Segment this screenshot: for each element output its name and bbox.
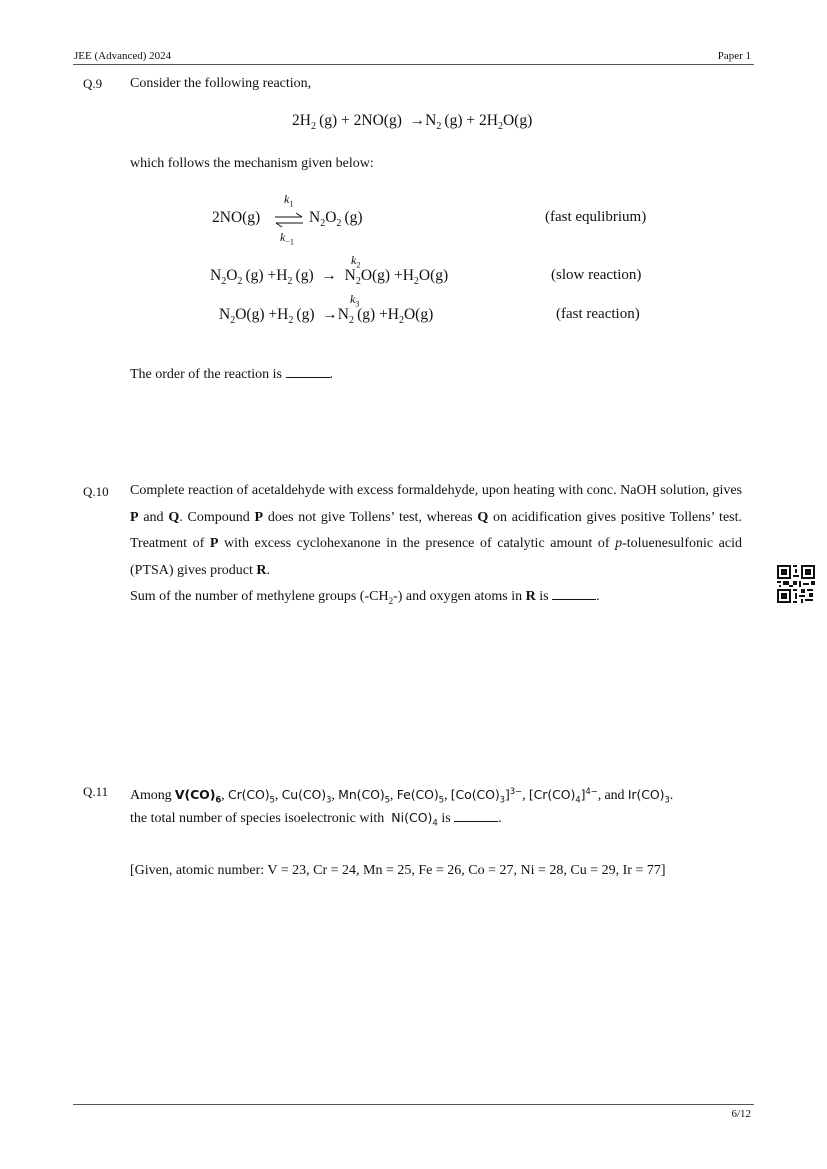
footer-rule bbox=[73, 1104, 754, 1105]
q10-number: Q.10 bbox=[83, 484, 109, 499]
step2-equation: $N_2O_2$ $(g) +H_2$ $(g) \to N_2O(g) +H_2O(g)$ bbox=[210, 267, 449, 288]
answer-blank bbox=[286, 365, 330, 378]
qr-code-icon[interactable] bbox=[777, 565, 815, 603]
k2-label: $k_2$ bbox=[351, 253, 361, 270]
k-minus1-label: $k_{-1}$ bbox=[280, 230, 294, 247]
q9-overall-equation: $2H_2$ $(g) + 2NO(g) \to N_2$ $(g) + 2H_2O(g)$ bbox=[292, 112, 533, 133]
equilibrium-arrows-icon bbox=[274, 211, 304, 229]
header-rule bbox=[73, 64, 754, 65]
step3-note: (fast reaction) bbox=[556, 306, 640, 322]
step1-product: $N_2O_2$ (g) bbox=[309, 209, 363, 230]
footer-page-number: 6/12 bbox=[731, 1108, 751, 1120]
q9-mechanism-intro: which follows the mechanism given below: bbox=[130, 156, 374, 171]
header-exam-title: JEE (Advanced) 2024 bbox=[74, 50, 172, 62]
k1-label: $k_1$ bbox=[284, 192, 294, 209]
q9-intro: Consider the following reaction, bbox=[130, 76, 312, 91]
q10-body: Complete reaction of acetaldehyde with excess formaldehyde, upon heating with conc. NaOH solution, gives P and Q. Compound P does not give Tollens’ test, whereas Q on acidification gives positive Tollens’ test. Treatment of P with excess cyclohexanone in the presence of catalytic amount of p-toluenesulfonic acid (PTSA) gives product R. bbox=[130, 483, 743, 578]
q9-question: The order of the reaction is . bbox=[130, 367, 333, 382]
step1-note: (fast equlibrium) bbox=[545, 209, 647, 225]
q11-number: Q.11 bbox=[83, 784, 109, 799]
q11-line2: the total number of species isoelectronic with $Ni(CO)_4$ is . bbox=[130, 810, 502, 829]
step1-reactant: 2NO(g) bbox=[212, 209, 261, 226]
q11-line1: Among $V(CO)_6$, $Cr(CO)_5$, $Cu(CO)_3$, $Mn(CO)_5$, $Fe(CO)_5$, $[Co(CO)_3]^{3-}$, $[Cr(CO)_4]^{4-}$, and $Ir(CO)_3$. bbox=[130, 787, 674, 806]
q10-question: Sum of the number of methylene groups $(-CH_2-)$ and oxygen atoms in R is . bbox=[130, 589, 600, 606]
q9-number: Q.9 bbox=[83, 76, 103, 91]
answer-blank bbox=[454, 809, 498, 822]
answer-blank bbox=[552, 587, 596, 600]
q11-given: [Given, atomic number: V = 23, Cr = 24, Mn = 25, Fe = 26, Co = 27, Ni = 28, Cu = 29, Ir = 77] bbox=[130, 863, 666, 878]
step3-equation: $N_2O(g) +H_2$ $(g) \to N_2$ $(g) +H_2O(g)$ bbox=[219, 306, 434, 327]
step2-note: (slow reaction) bbox=[551, 267, 642, 283]
header-paper-label: Paper 1 bbox=[717, 50, 751, 62]
k3-label: $k_3$ bbox=[350, 292, 360, 309]
